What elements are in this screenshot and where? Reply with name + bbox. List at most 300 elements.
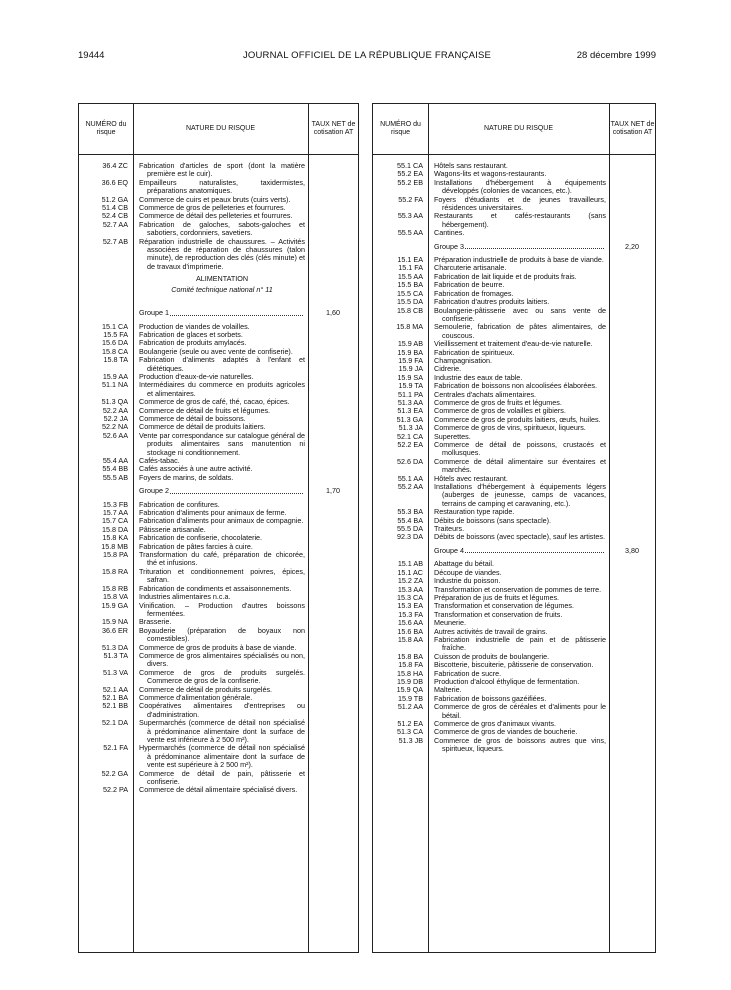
journal-title: JOURNAL OFFICIEL DE LA RÉPUBLIQUE FRANÇAISE <box>242 50 492 61</box>
risk-description: Débits de boissons (sans spectacle). <box>434 515 552 525</box>
risk-code: 52.1 CA <box>397 431 423 441</box>
risk-row <box>79 702 358 719</box>
risk-description: Fabrication de fromages. <box>434 288 514 298</box>
nature-cell: ALIMENTATION <box>195 274 249 284</box>
risk-code: 15.7 AA <box>102 508 128 518</box>
rate-cell <box>609 602 655 610</box>
risk-description: Commerce de détail de pain, pâtisserie et confiserie. <box>139 768 305 787</box>
nature-cell <box>133 702 308 719</box>
risk-row <box>373 737 655 754</box>
risk-description: Cidrerie. <box>434 364 462 374</box>
risk-description: Hôtels sans restaurant. <box>434 161 508 170</box>
rate-cell <box>609 695 655 703</box>
rate-cell <box>609 441 655 458</box>
risk-code: 55.1 CA <box>397 161 423 170</box>
nature-cell <box>133 770 308 787</box>
rate-cell <box>308 551 358 568</box>
risk-code: 15.6 AA <box>397 618 423 628</box>
rate-cell <box>609 483 655 508</box>
left-risk-table <box>78 103 359 953</box>
risk-row <box>79 669 358 686</box>
risk-code: 15.8 AA <box>397 634 423 644</box>
risk-code: 15.5 DA <box>397 297 423 307</box>
header-nature: NATURE DU RISQUE <box>483 125 554 132</box>
risk-code: 52.2 NA <box>102 422 128 432</box>
rate-cell <box>308 474 358 482</box>
risk-code: 15.1 FA <box>398 263 423 273</box>
right-table-body <box>373 162 655 754</box>
rate-cell <box>308 348 358 356</box>
rate-cell <box>609 179 655 196</box>
risk-code: 15.8 RA <box>102 566 128 576</box>
risk-code: 36.6 ER <box>102 625 128 635</box>
risk-code: 52.7 AA <box>102 219 128 229</box>
risk-row <box>79 568 358 585</box>
risk-code: 15.8 TA <box>103 355 128 365</box>
rate-cell <box>308 517 358 525</box>
risk-row <box>79 221 358 238</box>
risk-row <box>373 533 655 541</box>
risk-code: 15.6 DA <box>102 338 128 348</box>
risk-description: Boulangerie-pâtisserie avec ou sans vente de confiserie. <box>434 305 606 323</box>
rate-cell <box>609 586 655 594</box>
risk-code: 51.3 JA <box>398 423 423 433</box>
risk-code: 15.3 EA <box>397 601 423 611</box>
rate-cell <box>308 179 358 196</box>
nature-cell <box>428 737 609 754</box>
rate-cell <box>609 577 655 585</box>
rate-cell <box>308 381 358 398</box>
rate-cell <box>609 357 655 365</box>
rate-cell <box>308 398 358 406</box>
risk-code: 15.8 CA <box>102 346 128 356</box>
nature-cell <box>428 703 609 720</box>
risk-code: 15.5 CA <box>397 288 423 298</box>
rate-cell <box>609 264 655 272</box>
rate-cell <box>609 349 655 357</box>
rate-cell <box>308 432 358 457</box>
risk-code: 51.2 EA <box>397 719 423 728</box>
risk-description: Wagons-lits et wagons-restaurants. <box>434 169 547 179</box>
risk-code: 15.9 JA <box>398 364 423 374</box>
rate-cell <box>308 702 358 719</box>
risk-code: 51.3 VA <box>102 667 128 677</box>
risk-code: 15.8 RB <box>102 583 128 593</box>
rate-cell <box>609 569 655 577</box>
risk-row <box>373 458 655 475</box>
risk-description: Commerce de cuirs et peaux bruts (cuirs verts). <box>139 194 291 204</box>
risk-description: Commerce de détail alimentaire sur éventaires et marchés. <box>434 456 606 475</box>
risk-description: Semoulerie, fabrication de pâtes alimentaires, de couscous. <box>434 322 606 340</box>
risk-code: 55.4 BB <box>102 464 128 474</box>
risk-row <box>373 483 655 508</box>
risk-row <box>79 786 358 794</box>
risk-code: 15.3 AA <box>397 584 423 594</box>
risk-code: 55.3 BA <box>397 507 423 517</box>
risk-code: 15.9 TB <box>397 693 423 703</box>
nature-cell <box>428 483 609 508</box>
risk-code: 52.6 DA <box>397 456 423 466</box>
rate-cell <box>609 340 655 348</box>
risk-code: 55.5 DA <box>397 524 423 534</box>
risk-description: Trituration et conditionnement poivres, épices, safran. <box>139 566 305 585</box>
risk-description: Industries alimentaires n.c.a. <box>139 592 231 602</box>
risk-description: Empailleurs naturalistes, taxidermistes, préparations anatomiques. <box>139 177 305 196</box>
risk-description: Cafés-tabac. <box>139 456 180 465</box>
risk-code: 55.2 AA <box>397 482 423 492</box>
rate-cell <box>308 627 358 644</box>
code-cell <box>79 271 133 285</box>
nature-cell <box>133 551 308 568</box>
risk-code: 15.6 BA <box>397 626 423 636</box>
rate-cell <box>609 170 655 178</box>
rate-cell <box>609 416 655 424</box>
risk-row <box>79 719 358 744</box>
risk-code: 15.5 BA <box>397 280 423 290</box>
nature-cell <box>133 432 308 457</box>
risk-code: 15.8 KA <box>102 533 128 543</box>
risk-code: 15.7 CA <box>102 516 128 526</box>
risk-description: Fabrication de boissons gazéifiées. <box>434 693 547 703</box>
risk-code: 52.1 DA <box>102 718 128 728</box>
risk-row <box>79 432 358 457</box>
rate-cell <box>308 407 358 415</box>
risk-row <box>79 162 358 179</box>
risk-description: Hôtels avec restaurant. <box>434 473 508 483</box>
risk-code: 51.3 DA <box>102 642 128 652</box>
nature-cell <box>428 636 609 653</box>
risk-description: Commerce de détail de produits surgelés. <box>139 684 273 694</box>
group-label: Groupe 1 <box>139 308 169 318</box>
risk-description: Champagnisation. <box>434 355 492 365</box>
rate-cell <box>609 399 655 407</box>
risk-code: 55.2 FA <box>398 194 423 204</box>
header-taux: TAUX NET de cotisation AT <box>610 121 655 136</box>
risk-description: Commerce de gros de vins, spiritueux, liqueurs. <box>434 423 586 433</box>
risk-description: Boulangerie (seule ou avec vente de confiserie). <box>139 346 293 356</box>
group-row <box>79 309 358 317</box>
nature-cell <box>133 309 308 317</box>
nature-cell <box>133 568 308 585</box>
risk-description: Installations d'hébergement à équipements légers (auberges de jeunesse, camps de vacances, terrains de camping et caravaning, etc.). <box>434 482 606 508</box>
group-rate: 3,80 <box>625 545 639 555</box>
header-rule <box>373 154 655 155</box>
rate-cell <box>308 509 358 517</box>
risk-description: Débits de boissons (avec spectacle), sauf les artistes. <box>434 532 605 542</box>
rate-cell <box>609 424 655 432</box>
risk-row <box>373 703 655 720</box>
rate-cell <box>308 543 358 551</box>
risk-row <box>79 356 358 373</box>
rate-cell <box>308 238 358 272</box>
risk-description: Foyers d'étudiants et de jeunes travailleurs, résidences universitaires. <box>434 194 606 213</box>
risk-description: Préparation industrielle de produits à base de viande. <box>434 255 604 265</box>
risk-description: Fabrication de sucre. <box>434 668 502 678</box>
risk-code: 15.9 NA <box>102 617 128 627</box>
dot-leader <box>465 243 604 249</box>
risk-row <box>373 229 655 237</box>
header-taux: TAUX NET de cotisation AT <box>311 121 356 136</box>
risk-description: Industrie des eaux de table. <box>434 372 523 382</box>
risk-description: Fabrication d'aliments pour animaux de ferme. <box>139 508 287 518</box>
risk-description: Commerce de gros de pelleteries et fourrures. <box>139 203 286 213</box>
rate-cell <box>609 560 655 568</box>
nature-cell <box>428 441 609 458</box>
rate-cell <box>609 281 655 289</box>
risk-row <box>79 770 358 787</box>
risk-code: 15.8 CB <box>397 305 423 315</box>
rate-cell <box>609 517 655 525</box>
risk-description: Boyauderie (préparation de boyaux non comestibles). <box>139 625 305 644</box>
risk-description: Restauration type rapide. <box>434 507 515 517</box>
risk-code: 36.6 EQ <box>101 177 128 187</box>
rate-cell <box>308 593 358 601</box>
risk-code: 15.3 FA <box>398 609 423 619</box>
risk-code: 52.2 PA <box>102 785 128 795</box>
rate-cell <box>609 290 655 298</box>
rate-cell <box>609 475 655 483</box>
code-cell <box>79 286 133 304</box>
risk-row <box>79 744 358 769</box>
nature-cell <box>133 719 308 744</box>
rate-cell <box>308 744 358 769</box>
rate-cell <box>609 323 655 340</box>
risk-description: Fabrication de glaces et sorbets. <box>139 329 243 339</box>
rate-cell <box>308 786 358 794</box>
risk-code: 15.8 DA <box>102 524 128 534</box>
risk-code: 15.8 BA <box>397 651 423 661</box>
rate-cell <box>308 644 358 652</box>
risk-row <box>373 441 655 458</box>
risk-code: 55.4 BA <box>397 515 423 525</box>
risk-code: 52.6 AA <box>102 430 128 440</box>
risk-code: 15.3 FB <box>102 499 128 509</box>
risk-code: 51.3 CA <box>397 727 423 737</box>
risk-description: Commerce de gros de boissons autres que vins, spiritueux, liqueurs. <box>434 735 606 754</box>
rate-cell <box>609 391 655 399</box>
rate-cell <box>609 619 655 627</box>
publication-date: 28 décembre 1999 <box>576 50 656 61</box>
header-numero: NUMÉRO du risque <box>380 121 421 136</box>
left-table-body <box>79 162 358 795</box>
nature-cell <box>133 381 308 398</box>
risk-description: Cuisson de produits de boulangerie. <box>434 651 550 661</box>
nature-cell <box>133 669 308 686</box>
risk-code: 52.1 BA <box>102 692 128 702</box>
rate-cell <box>609 298 655 306</box>
risk-code: 15.1 AB <box>397 559 423 569</box>
risk-description: Cantines. <box>434 228 465 238</box>
risk-description: Commerce de gros de fruits et légumes. <box>434 397 562 407</box>
risk-code: 52.2 EA <box>397 440 423 449</box>
risk-description: Fabrication de lait liquide et de produits frais. <box>434 271 577 281</box>
risk-code: 15.5 FA <box>103 329 128 339</box>
risk-code: 55.2 EA <box>397 169 423 179</box>
rate-cell <box>308 585 358 593</box>
rate-cell <box>609 365 655 373</box>
risk-code: 52.2 JA <box>103 413 128 423</box>
nature-cell <box>428 229 609 237</box>
nature-cell <box>133 238 308 272</box>
rate-cell <box>609 628 655 636</box>
dot-leader <box>465 547 604 553</box>
risk-code: 15.1 CA <box>102 321 128 331</box>
group-rate: 1,60 <box>326 308 340 318</box>
nature-cell <box>133 744 308 769</box>
risk-description: Vieillissement et traitement d'eau-de-vie naturelle. <box>434 339 593 349</box>
risk-description: Hypermarchés (commerce de détail non spécialisé à prédominance alimentaire dont la surface de vente est supérieure à 2 500 m²). <box>139 743 305 770</box>
risk-description: Commerce de détail de boissons. <box>139 413 246 423</box>
risk-description: Commerce de gros de viandes de boucherie. <box>434 727 578 737</box>
rate-cell <box>609 703 655 720</box>
risk-description: Fabrication d'articles de sport (dont la matière première est le cuir). <box>139 161 305 179</box>
group-row <box>79 487 358 495</box>
risk-row <box>79 474 358 482</box>
rate-cell <box>308 534 358 542</box>
risk-code: 15.2 ZA <box>397 576 423 586</box>
risk-code: 55.1 AA <box>397 473 423 483</box>
risk-code: 51.2 AA <box>397 702 423 712</box>
nature-cell <box>133 786 308 794</box>
rate-cell <box>609 162 655 170</box>
risk-description: Commerce de gros de produits surgelés. Commerce de gros de la confiserie. <box>139 667 305 686</box>
rate-cell <box>308 526 358 534</box>
risk-row <box>373 323 655 340</box>
risk-row <box>79 179 358 196</box>
rate-cell <box>308 770 358 787</box>
risk-code: 36.4 ZC <box>102 161 128 170</box>
dot-leader <box>170 309 303 315</box>
risk-description: Fabrication industrielle de pain et de pâtisserie fraîche. <box>434 634 606 653</box>
group-row <box>373 547 655 555</box>
group-label: Groupe 3 <box>434 241 464 251</box>
risk-code: 55.2 EB <box>397 177 423 187</box>
nature-cell <box>133 602 308 619</box>
rate-cell <box>308 423 358 431</box>
risk-code: 55.4 AA <box>102 456 128 465</box>
risk-description: Supermarchés (commerce de détail non spécialisé à prédominance alimentaire dont la surface de vente est inférieure à 2 500 m²). <box>139 718 305 744</box>
rate-cell <box>609 737 655 754</box>
rate-cell <box>609 636 655 653</box>
risk-description: Production d'alcool éthylique de fermentation. <box>434 676 580 686</box>
rate-cell <box>609 374 655 382</box>
nature-cell <box>428 179 609 196</box>
risk-description: Commerce de gros de produits à base de viande. <box>139 642 297 652</box>
right-risk-table <box>372 103 656 953</box>
risk-code: 55.3 AA <box>397 211 423 221</box>
risk-description: Fabrication de pâtes farcies à cuire. <box>139 541 253 551</box>
risk-code: 51.1 NA <box>102 380 128 390</box>
rate-cell <box>609 229 655 237</box>
risk-description: Industrie du poisson. <box>434 576 501 586</box>
rate-cell <box>308 501 358 509</box>
nature-cell <box>133 356 308 373</box>
risk-row <box>79 627 358 644</box>
risk-description: Commerce de gros de volailles et gibiers. <box>434 406 566 416</box>
risk-code: 55.5 AB <box>102 472 128 482</box>
risk-code: 15.8 VA <box>102 592 128 602</box>
risk-description: Commerce de détail de fruits et légumes. <box>139 405 271 415</box>
rate-cell <box>609 212 655 229</box>
risk-code: 51.3 AA <box>397 397 423 407</box>
rate-cell <box>308 652 358 669</box>
risk-description: Centrales d'achats alimentaires. <box>434 389 537 399</box>
risk-description: Fabrication de galoches, sabots-galoches et sabotiers, cordonniers, savetiers. <box>139 219 305 238</box>
rate-cell <box>609 533 655 541</box>
risk-description: Transformation et conservation de légumes. <box>434 601 574 611</box>
nature-cell <box>133 162 308 179</box>
nature-cell <box>428 307 609 324</box>
risk-code: 15.9 GA <box>101 600 128 610</box>
rate-cell <box>609 686 655 694</box>
risk-description: Vente par correspondance sur catalogue général de produits alimentaires sans manutention ni stockage ni conditionnement. <box>139 430 305 457</box>
header-numero: NUMÉRO du risque <box>85 121 127 136</box>
nature-cell <box>133 487 308 495</box>
risk-description: Production de viandes de volailles. <box>139 321 250 331</box>
risk-description: Intermédiaires du commerce en produits agricoles et alimentaires. <box>139 380 305 398</box>
risk-row <box>79 652 358 669</box>
risk-code: 52.1 FA <box>103 743 128 753</box>
rate-cell <box>308 212 358 220</box>
section-heading <box>79 271 358 285</box>
risk-description: Fabrication d'aliments pour animaux de compagnie. <box>139 516 304 526</box>
rate-cell <box>308 669 358 686</box>
rate-cell <box>308 196 358 204</box>
rate-cell <box>308 415 358 423</box>
risk-code: 15.1 AC <box>397 567 423 577</box>
rate-cell <box>609 670 655 678</box>
risk-description: Découpe de viandes. <box>434 567 502 577</box>
risk-code: 15.9 DB <box>397 676 423 686</box>
risk-description: Foyers de marins, de soldats. <box>139 472 234 482</box>
risk-description: Transformation et conservation de fruits. <box>434 609 563 619</box>
risk-description: Biscotterie, biscuiterie, pâtisserie de conservation. <box>434 660 594 670</box>
risk-description: Meunerie. <box>434 618 466 628</box>
risk-row <box>79 551 358 568</box>
nature-cell <box>428 212 609 229</box>
rate-cell <box>308 694 358 702</box>
risk-row <box>79 381 358 398</box>
risk-row <box>373 196 655 213</box>
risk-code: 15.3 CA <box>397 592 423 602</box>
rate-cell <box>308 373 358 381</box>
risk-code: 51.3 JB <box>398 735 423 745</box>
risk-description: Coopératives alimentaires d'entreprises ou d'administration. <box>139 701 305 719</box>
risk-description: Transformation et conservation de pommes de terre. <box>434 584 602 594</box>
rate-cell <box>308 323 358 331</box>
risk-code: 51.2 GA <box>101 194 128 204</box>
risk-code: 15.9 FA <box>398 355 423 365</box>
nature-cell <box>428 323 609 340</box>
rate-cell <box>609 525 655 533</box>
risk-row <box>79 238 358 272</box>
rate-cell <box>609 307 655 324</box>
risk-description: Commerce de gros de céréales et d'aliments pour le bétail. <box>434 702 606 720</box>
rate-cell <box>308 221 358 238</box>
nature-cell: Comité technique national n° 11 <box>171 284 273 294</box>
rate-cell <box>308 356 358 373</box>
committee-subheading <box>79 286 358 304</box>
risk-description: Fabrication de condiments et assaisonnements. <box>139 583 292 593</box>
risk-description: Fabrication de produits amylacés. <box>139 338 247 348</box>
rate-cell <box>609 256 655 264</box>
risk-row <box>373 636 655 653</box>
risk-code: 52.1 BB <box>102 701 128 711</box>
risk-code: 51.1 PA <box>397 389 423 399</box>
code-cell <box>79 309 133 317</box>
nature-cell <box>133 627 308 644</box>
rate-cell <box>308 686 358 694</box>
